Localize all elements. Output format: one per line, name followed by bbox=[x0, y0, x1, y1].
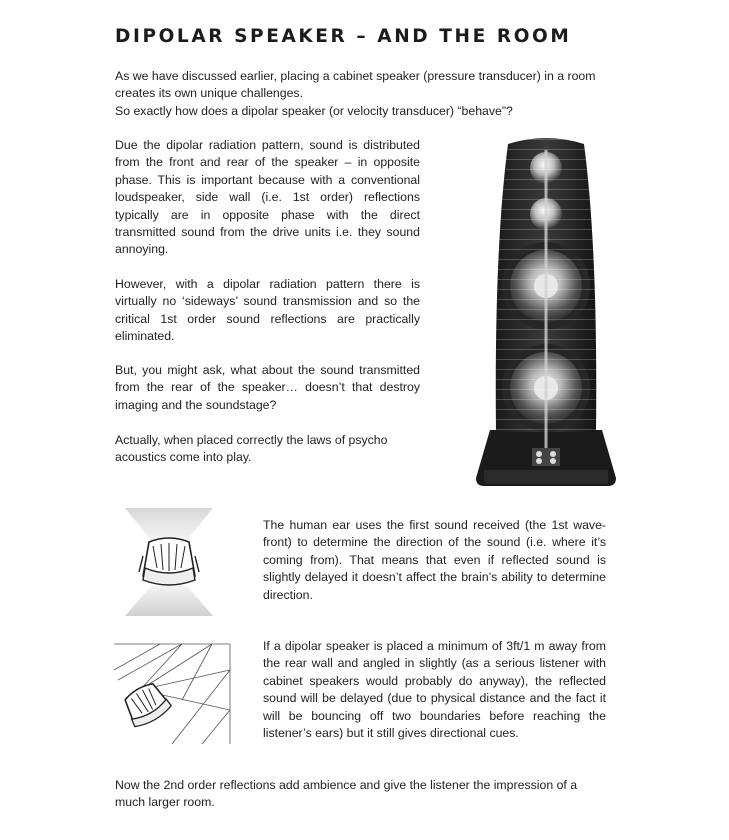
room-reflection-diagram bbox=[112, 640, 236, 748]
paragraph-human-ear: The human ear uses the first sound received (the 1st wave-front) to determine the direction of the sound (i.e. where it’s coming from). That means that even if reflected sound is slightly delayed it doesn’t affect the brain’s ability to determine direction. bbox=[263, 518, 606, 602]
page-title: DIPOLAR SPEAKER – AND THE ROOM bbox=[115, 26, 572, 47]
intro-line-2: So exactly how does a dipolar speaker (or velocity transducer) “behave”? bbox=[115, 103, 513, 118]
intro-paragraph bbox=[115, 68, 615, 120]
intro-line-1: As we have discussed earlier, placing a cabinet speaker (pressure transducer) in a room creates its own unique challenges. bbox=[115, 69, 596, 101]
paragraph-dipolar-radiation: Due the dipolar radiation pattern, sound is distributed from the front and rear of the speaker – in opposite phase. This is important because with a conventional loudspeaker, side wall (i.e. 1st order) reflections typically are in opposite phase with the direct transmitted sound from the drive units i.e. they sound annoying. bbox=[115, 138, 420, 257]
paragraph-second-order-reflections: Now the 2nd order reflections add ambience and give the listener the impression of a much larger room. bbox=[115, 778, 578, 810]
listener-chair-diagram bbox=[121, 506, 217, 618]
paragraph-psycho-acoustics: Actually, when placed correctly the laws of psycho acoustics come into play. bbox=[115, 433, 388, 465]
paragraph-rear-sound: But, you might ask, what about the sound transmitted from the rear of the speaker… doesn’t that destroy imaging and the soundstage? bbox=[115, 363, 420, 412]
paragraph-speaker-placement: If a dipolar speaker is placed a minimum of 3ft/1 m away from the rear wall and angled in slightly (as a serious listener with cabinet speakers would probably do anyway), the reflected sound will be delayed (due to physical distance and the fact it will be bouncing off two boundaries before reaching the listener’s ears) but it still gives directional cues. bbox=[263, 639, 606, 741]
dipolar-speaker-image bbox=[470, 130, 622, 498]
paragraph-no-sideways: However, with a dipolar radiation pattern there is virtually no ‘sideways’ sound transmission and so the critical 1st order sound reflections are practically eliminated. bbox=[115, 277, 420, 344]
